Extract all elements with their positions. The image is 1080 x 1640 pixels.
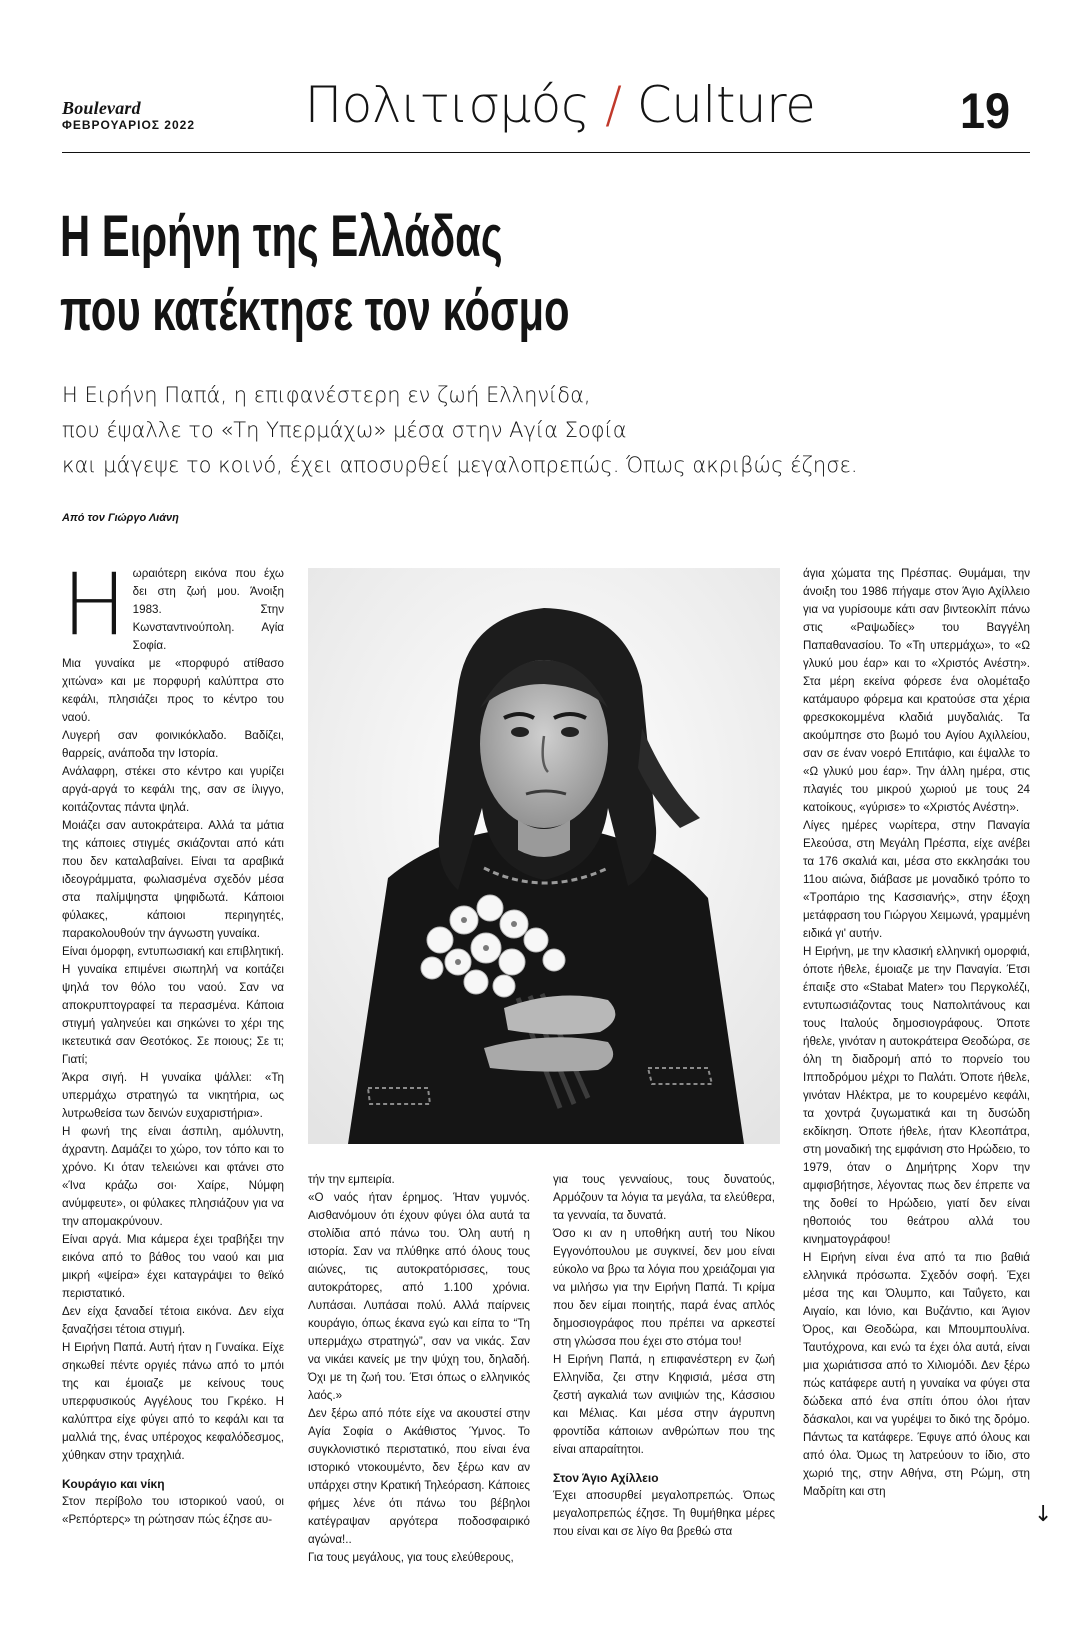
section-title xyxy=(300,76,820,134)
headline-line-2: που κατέκτησε τον κόσμο xyxy=(60,278,570,343)
paragraph: Δεν ξέρω από πότε είχε να ακουστεί στην Αγία Σοφία ο Ακάθιστος Ύμνος. Το συγκλονιστικό περιστατικό, που είναι ένα ιστορικό ντοκουμέντο, δεν ξέρω καν αν υπάρχει στην Κρατική Τηλεόραση. Κάποιες φήμες λένε ότι πάνω του βέβηλοι κατέγραψαν αργότερα ποδοσφαιρικό αγώνα!.. xyxy=(308,1407,530,1546)
magazine-brand: Boulevard xyxy=(62,98,141,118)
body-column-2 xyxy=(308,1171,530,1567)
paragraph: Λυγερή σαν φοινικόκλαδο. Βαδίζει, θαρρείς, ανάποδα την Ιστορία. xyxy=(62,729,284,760)
paragraph: Είναι αργά. Μια κάμερα έχει τραβήξει την εικόνα από το βάθος του ναού και μια μικρή «ψείρα» έχει καταγράψει το θεϊκό περιστατικό. xyxy=(62,1233,284,1300)
section-title-english: Culture xyxy=(636,76,816,134)
portrait-photo-illustration xyxy=(308,568,780,1144)
paragraph: Είναι όμορφη, εντυπωσιακή και επιβλητική. Η γυναίκα επιμένει σιωπηλή να κοιτάζει ψηλά τον θόλο του ναού. Σαν να αποκρυπτογραφεί τα περασμένα. Κάποια στιγμή γαληνεύει και σηκώνει το χέρι της ικετευτικά σαν Θεοτόκος. Σε ποιους; Σε τι; Γιατί; xyxy=(62,945,284,1066)
standfirst-line-1: Η Ειρήνη Παπά, η επιφανέστερη εν ζωή Ελληνίδα, xyxy=(62,383,591,407)
continue-arrow-icon: ↓ xyxy=(1034,1502,1053,1527)
subheading: Στον Άγιο Αχίλλειο xyxy=(553,1471,659,1485)
page-number: 19 xyxy=(960,83,1011,139)
paragraph: Όσο κι αν η υποθήκη αυτή του Νίκου Εγγονόπουλου με συγκινεί, δεν μου είναι εύκολο να βρω τα λόγια που χρειάζομαι για να μιλήσω για την Ειρήνη Παπά. Τι κρίμα που δεν είμαι ποιητής, παρά ένας απλός δημοσιογράφος που πρέπει να αρκεστεί στη γλώσσα που έχει στο στόμα του! xyxy=(553,1227,775,1348)
paragraph: Έχει αποσυρθεί μεγαλοπρεπώς. Όπως μεγαλοπρεπώς έζησε. Τη θυμήθηκα μέρες που είναι και σε λίγο θα βρεθώ στα xyxy=(553,1489,775,1538)
article-photo xyxy=(308,568,780,1144)
standfirst-line-3: και μάγεψε το κοινό, έχει αποσυρθεί μεγαλοπρεπώς. Όπως ακριβώς έζησε. xyxy=(62,453,858,477)
article-headline xyxy=(60,200,570,348)
paragraph: Λίγες ημέρες νωρίτερα, στην Παναγία Ελεούσα, στη Μεγάλη Πρέσπα, είχε ανέβει τα 176 σκαλιά και, μέσα στο εκκλησάκι του 11ου αιώνα, διάβασε με μοναδικό τρόπο το «Τροπάριο της Κασσιανής», στην έξοχη μετάφραση του Γιώργου Χειμωνά, γραμμένη ειδικά γι' αυτήν. xyxy=(803,819,1030,940)
drop-cap: Η xyxy=(62,555,127,655)
body-column-3 xyxy=(553,1171,775,1541)
paragraph: Η Ειρήνη, με την κλασική ελληνική ομορφιά, όποτε ήθελε, έμοιαζε με την Παναγία. Έτσι έπαιξε στο «Stabat Mater» του Περγκολέζι, εντυπωσιάζοντας τους Ναπολιτάνους και τους Ιταλούς δημοσιογράφους. Όποτε ήθελε, γινόταν η αυτοκράτειρα Θεοδώρα, σε όλη τη διαδρομή από το πορνείο του Ιπποδρόμου μέχρι το Παλάτι. Όποτε ήθελε, γινόταν Ηλέκτρα, με το κουρεμένο κεφάλι, τα χοντρά ζυγωματικά και τη δυσώδη εκδίκηση. Όποτε ήθελε, ήταν Κλεοπάτρα, στη μοναδική της εμφάνιση στο Ηρώδειο, το 1979, όταν ο Δημήτρης Χορν την αμφισβήτησε, λέγοντας πως δεν έπρεπε να της δοθεί το Ηρώδειο, γιατί δεν είναι ηθοποιός του θεάτρου αλλά του κινηματογράφου! xyxy=(803,945,1030,1246)
paragraph: Άκρα σιγή. Η γυναίκα ψάλλει: «Τη υπερμάχω στρατηγώ τα νικητήρια, ως λυτρωθείσα των δεινών ευχαριστήρια». xyxy=(62,1071,284,1120)
body-column-1 xyxy=(62,555,284,1529)
paragraph: για τους γενναίους, τους δυνατούς, Αρμόζουν τα λόγια τα μεγάλα, τα ελεύθερα, τα γενναία, τα δυνατά. xyxy=(553,1173,775,1222)
paragraph: «Ο ναός ήταν έρημος. Ήταν γυμνός. Αισθανόμουν ότι έχουν φύγει όλα αυτά τα στολίδια από πάνω του. Όλη αυτή η ιστορία. Σαν να πλύθηκε από όλους τους αιώνες, τις αυτοκρατόρισσες, τους αυτοκράτορες, από 1.100 χρόνια. Λυπάσαι. Λυπάσαι πολύ. Αλλά παίρνεις κουράγιο, όπως έκανα εγώ και είπα το “Τη υπερμάχω στρατηγώ”, σαν να νικάς. Σαν να νικάει κανείς με την ψύχη του, δηλαδή. Όχι με τη ζωή του. Έτσι όπως ο ελληνικός λαός.» xyxy=(308,1191,530,1402)
paragraph: Στον περίβολο του ιστορικού ναού, οι «Ρεπόρτερς» τη ρώτησαν πώς έζησε αυ- xyxy=(62,1495,284,1526)
paragraph: Η Ειρήνη είναι ένα από τα πιο βαθιά ελληνικά πρόσωπα. Σχεδόν σοφή. Έχει μέσα της και Όλυμπο, και Ταΰγετο, και Αιγαίο, και Ιόνιο, και Βυζάντιο, και Άγιον Όρος, και Θεοδώρα, και Μπουμπουλίνα. Ταυτόχρονα, και ενώ τα έχει όλα αυτά, είναι μια χωριάτισσα από το Χιλιομόδι. Δεν ξέρω πώς κατάφερε αυτή η γυναίκα να φύγει στα δώδεκα από ένα σπίτι όπου όλοι ήταν δάσκαλοι, και να γυρέψει το δικό της δρόμο. Πάντως τα κατάφερε. Έφυγε από όλους και από όλα. Όμως τη λατρεύουν το ίδιο, στο χωριό της, στην Αθήνα, στη Ρώμη, στη Μαδρίτη και στη xyxy=(803,1251,1030,1498)
paragraph: Ανάλαφρη, στέκει στο κέντρο και γυρίζει αργά-αργά το κεφάλι της, σαν σε ίλιγγο, κοιτάζοντας πάντα ψηλά. xyxy=(62,765,284,814)
issue-date: ΦΕΒΡΟΥΑΡΙΟΣ 2022 xyxy=(62,118,196,132)
standfirst-line-2: που έψαλλε το «Τη Υπερμάχω» μέσα στην Αγία Σοφία xyxy=(62,418,627,442)
article-standfirst xyxy=(62,378,962,483)
byline: Από τον Γιώργο Λιάνη xyxy=(62,512,179,524)
paragraph: Η Ειρήνη Παπά, η επιφανέστερη εν ζωή Ελληνίδα, ζει στην Κηφισιά, μέσα στη ζεστή αγκαλιά των ανιψιών της, Κάσσιου και Μέλιας. Και μέσα στην άγρυπνη φροντίδα κάποιων ανθρώπων που της είναι απαραίτητοι. xyxy=(553,1353,775,1456)
section-separator: / xyxy=(589,76,637,134)
paragraph: Μια γυναίκα με «πορφυρό ατίθασο χιτώνα» και με πορφυρή καλύπτρα στο κεφάλι, πλησιάζει προς το κέντρο του ναού. xyxy=(62,657,284,724)
subheading: Κουράγιο και νίκη xyxy=(62,1477,165,1491)
paragraph: Η φωνή της είναι άσπιλη, αμόλυντη, άχραντη. Δαμάζει το χώρο, τον τόπο και το χρόνο. Κι όταν τελειώνει και φτάνει στο «Ίνα κράζω σοι· Χαίρε, Νύμφη ανύμφευτε», οι φύλακες πλησιάζουν για να την απομακρύνουν. xyxy=(62,1125,284,1228)
header-divider xyxy=(62,152,1030,153)
paragraph: ωραιότερη εικόνα που έχω δει στη ζωή μου. Άνοιξη 1983. Στην Κωνσταντινούπολη. Αγία Σοφία. xyxy=(132,567,284,652)
paragraph: τήν την εμπειρία. xyxy=(308,1173,395,1186)
paragraph: άγια χώματα της Πρέσπας. Θυμάμαι, την άνοιξη του 1986 πήγαμε στον Άγιο Αχίλλειο για να γυρίσουμε κάτι σαν βιντεοκλίπ πάνω στις «Ραψωδίες» του Βαγγέλη Παπαθανασίου. Το «Τη υπερμάχω», το «Ω γλυκύ μου έαρ» και το «Χριστός Ανέστη». Στα μέρη εκείνα φόρεσε ένα ολομέταξο κατάμαυρο φόρεμα και κρατούσε στα χέρια φρεσκοκομμένα κλαδιά μυγδαλιάς. Τα ακούμπησε στο βωμό του Αγίου Αχιλλείου, σαν σε έναν νοερό Επιτάφιο, και έψαλλε το «Ω γλυκύ μου έαρ». Την άλλη ημέρα, στις πλαγιές του μικρού χωριού με τους 24 κατοίκους, «γύρισε» το «Χριστός Ανέστη». xyxy=(803,567,1030,814)
headline-line-1: Η Ειρήνη της Ελλάδας xyxy=(60,204,503,269)
paragraph: Μοιάζει σαν αυτοκράτειρα. Αλλά τα μάτια της κάποιες στιγμές σκιάζονται από κάτι που δεν καταλαβαίνει. Είναι τα αραβικά ιδεογράμματα, φωλιασμένα σχεδόν μέσα στα παλίμψηστα ψηφιδωτά. Κάποιοι φύλακες, κάποιοι περιηγητές, παρακολουθούν την άγνωστη γυναίκα. xyxy=(62,819,284,940)
paragraph: Δεν είχα ξαναδεί τέτοια εικόνα. Δεν είχα ξαναζήσει τέτοια στιγμή. xyxy=(62,1305,284,1336)
section-title-greek: Πολιτισμός xyxy=(304,76,590,134)
paragraph: Για τους μεγάλους, για τους ελεύθερους, xyxy=(308,1551,514,1564)
body-column-4 xyxy=(803,565,1030,1501)
paragraph: Η Ειρήνη Παπά. Αυτή ήταν η Γυναίκα. Είχε σηκωθεί πέντε οργιές πάνω από το μπόι της και έμοιαζε με κείνους τους υπερφυσικούς Αγγέλους του Γκρέκο. Η καλύπτρα είχε φύγει από το κεφάλι και τα μαλλιά της, ένας υπέροχος κεφαλόδεσμος, χύθηκαν στην τραχηλιά. xyxy=(62,1341,284,1462)
